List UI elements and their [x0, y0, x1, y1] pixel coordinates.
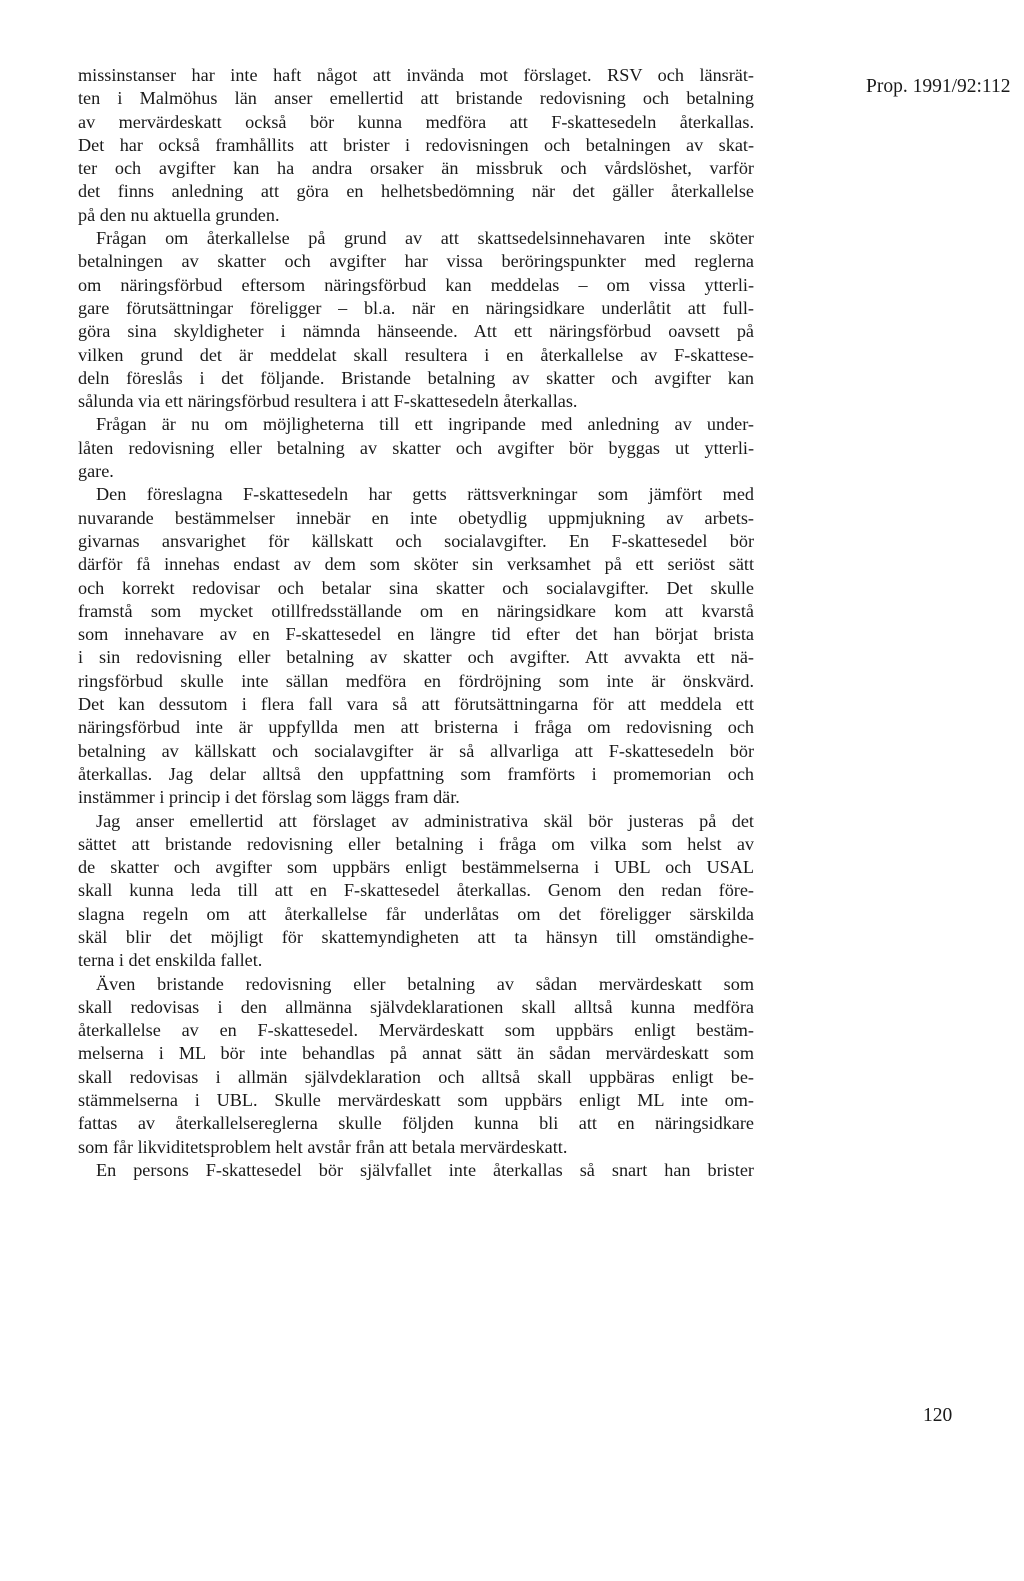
- text-line: skall kunna leda till att en F-skattesedel återkallas. Genom den redan före-: [78, 880, 754, 901]
- text-line: framstå som mycket otillfredsställande om en näringsidkare kom att kvarstå: [78, 600, 754, 621]
- text-line: göra sina skyldigheter i nämnda hänseende. Att ett näringsförbud oavsett på: [78, 321, 754, 342]
- text-line: i sin redovisning eller betalning av skatter och avgifter. Att avvakta ett nä-: [78, 647, 754, 668]
- text-line: nuvarande bestämmelser innebär en inte obetydlig uppmjukning av arbets-: [78, 507, 754, 528]
- text-line: ten i Malmöhus län anser emellertid att bristande redovisning och betalning: [78, 88, 754, 109]
- text-line: näringsförbud inte är uppfyllda men att bristerna i fråga om redovisning och: [78, 717, 754, 738]
- text-line: därför få innehas endast av dem som sköter sin verksamhet på ett seriöst sätt: [78, 554, 754, 575]
- text-line: deln föreslås i det följande. Bristande betalning av skatter och avgifter kan: [78, 367, 754, 388]
- text-line: på den nu aktuella grunden.: [78, 204, 280, 225]
- text-line: Frågan är nu om möjligheterna till ett ingripande med anledning av under-: [96, 414, 754, 435]
- text-line: skall redovisas i den allmänna självdeklarationen skall alltså kunna medföra: [78, 996, 754, 1017]
- text-line: ter och avgifter kan ha andra orsaker än missbruk och vårdslöshet, varför: [78, 158, 754, 179]
- text-line: och korrekt redovisar och betalar sina skatter och socialavgifter. Det skulle: [78, 577, 754, 598]
- text-line: skäl blir det möjligt för skattemyndigheten att ta hänsyn till omständighe-: [78, 926, 754, 947]
- text-line: vilken grund det är meddelat skall resultera i en återkallelse av F-skattese-: [78, 344, 754, 365]
- text-line: sålunda via ett näringsförbud resultera i att F-skattesedeln återkallas.: [78, 391, 578, 412]
- text-line: Jag anser emellertid att förslaget av administrativa skäl bör justeras på det: [96, 810, 754, 831]
- text-line: återkallas. Jag delar alltså den uppfattning som framförts i promemorian och: [78, 763, 754, 784]
- text-line: terna i det enskilda fallet.: [78, 950, 263, 971]
- text-line: Den föreslagna F-skattesedeln har getts rättsverkningar som jämfört med: [96, 484, 754, 505]
- text-line: om näringsförbud eftersom näringsförbud kan meddelas – om vissa ytterli-: [78, 274, 754, 295]
- body-text: [78, 64, 754, 1182]
- text-line: melserna i ML bör inte behandlas på annat sätt än sådan mervärdeskatt som: [78, 1043, 754, 1064]
- text-line: återkallelse av en F-skattesedel. Mervärdeskatt som uppbärs enligt bestäm-: [78, 1020, 754, 1041]
- text-line: givarnas ansvarighet för källskatt och socialavgifter. En F-skattesedel bör: [78, 530, 754, 551]
- text-line: som får likviditetsproblem helt avstår från att betala mervärdeskatt.: [78, 1136, 568, 1157]
- text-line: slagna regeln om att återkallelse får underlåtas om det föreligger särskilda: [78, 903, 754, 924]
- text-line: En persons F-skattesedel bör självfallet inte återkallas så snart han brister: [96, 1159, 754, 1180]
- page-number: 120: [923, 1405, 953, 1426]
- text-line: betalningen av skatter och avgifter har vissa beröringspunkter med reglerna: [78, 251, 754, 272]
- text-line: fattas av återkallelsereglerna skulle följden kunna bli att en näringsidkare: [78, 1113, 754, 1134]
- text-line: gare.: [78, 461, 114, 482]
- text-line: sättet att bristande redovisning eller betalning i fråga om vilka som helst av: [78, 833, 754, 854]
- text-line: skall redovisas i allmän självdeklaration och alltså skall uppbäras enligt be-: [78, 1066, 754, 1087]
- text-line: det finns anledning att göra en helhetsbedömning när det gäller återkallelse: [78, 181, 754, 202]
- text-line: Det har också framhållits att brister i redovisningen och betalningen av skat-: [78, 134, 754, 155]
- text-line: betalning av källskatt och socialavgifter är så allvarliga att F-skattesedeln bör: [78, 740, 754, 761]
- text-line: som innehavare av en F-skattesedel en längre tid efter det han börjat brista: [78, 624, 754, 645]
- text-line: av mervärdeskatt också bör kunna medföra att F-skattesedeln återkallas.: [78, 111, 754, 132]
- text-line: ringsförbud skulle inte sällan medföra en fördröjning som inte är önskvärd.: [78, 670, 754, 691]
- text-line: Även bristande redovisning eller betalning av sådan mervärdeskatt som: [96, 973, 754, 994]
- text-line: gare förutsättningar föreligger – bl.a. när en näringsidkare underlåtit att full-: [78, 297, 754, 318]
- text-line: låten redovisning eller betalning av skatter och avgifter bör byggas ut ytterli-: [78, 437, 754, 458]
- text-line: missinstanser har inte haft något att invända mot förslaget. RSV och länsrät-: [78, 65, 754, 85]
- text-line: Frågan om återkallelse på grund av att skattsedelsinnehavaren inte sköter: [96, 228, 754, 249]
- text-line: de skatter och avgifter som uppbärs enligt bestämmelserna i UBL och USAL: [78, 857, 754, 878]
- text-line: Det kan dessutom i flera fall vara så att förutsättningarna för att meddela ett: [78, 694, 754, 715]
- text-line: instämmer i princip i det förslag som läggs fram där.: [78, 787, 460, 808]
- text-line: stämmelserna i UBL. Skulle mervärdeskatt som uppbärs enligt ML inte om-: [78, 1090, 754, 1111]
- proposition-reference: Prop. 1991/92:112: [866, 76, 1011, 97]
